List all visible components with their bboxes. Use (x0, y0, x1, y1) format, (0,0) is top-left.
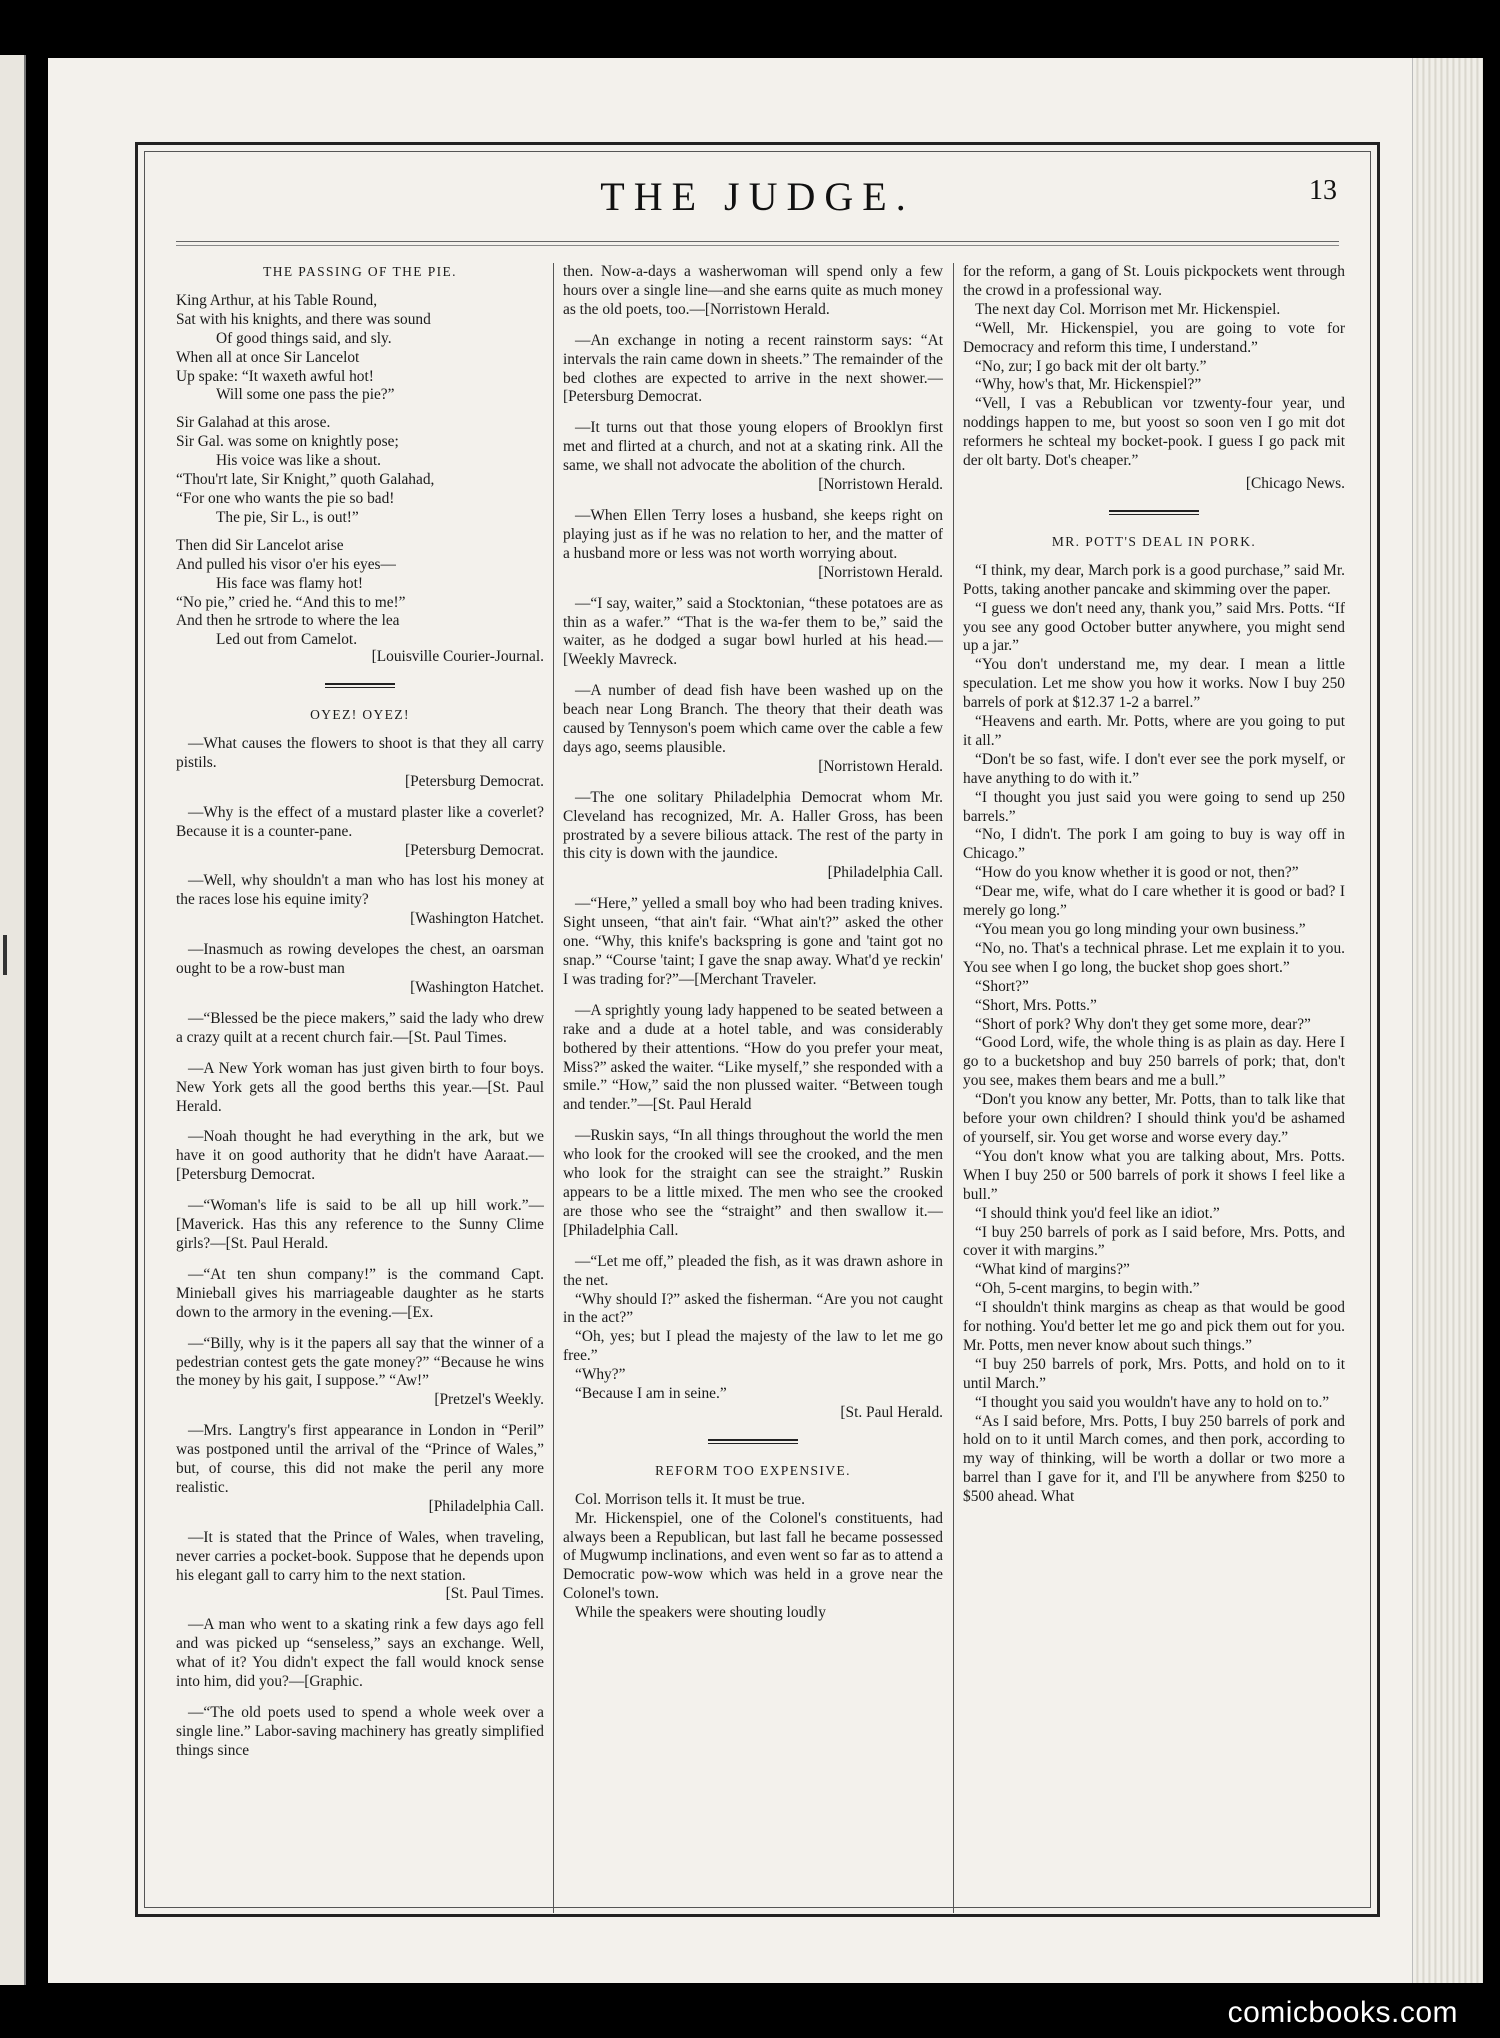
reform-credit: [Chicago News. (1245, 474, 1345, 492)
item-text: —An exchange in noting a recent rainstorm says: “At intervals the rain came down in sheets.” The remainder of the bed clothes are expected to arrive in the next shower.—[Petersburg Democrat. (563, 331, 943, 406)
section-title: OYEZ! OYEZ! (310, 707, 410, 723)
paragraph: The next day Col. Morrison met Mr. Hickenspiel. (975, 300, 1281, 318)
potts-body (963, 562, 1345, 1507)
paragraph: “I think, my dear, March pork is a good purchase,” said Mr. Potts, taking another pancake and skimming over the paper. (963, 561, 1345, 598)
news-item (176, 735, 544, 792)
item-credit: [Norristown Herald. (818, 757, 943, 775)
news-item (176, 1616, 544, 1692)
column-3 (963, 263, 1345, 1507)
paragraph: Mr. Hickenspiel, one of the Colonel's constituents, had always been a Republican, but last fall he became possessed of Mugwump inclinations, and even went so far as to attend a Democratic pow-wow which was held in a grove near the Colonel's town. (563, 1509, 943, 1603)
poem-title: THE PASSING OF THE PIE. (263, 264, 457, 279)
poem-line: “For one who wants the pie so bad! (176, 489, 395, 507)
news-item (176, 1060, 544, 1117)
news-item (176, 1010, 544, 1048)
paragraph: “No, I didn't. The pork I am going to buy is way off in Chicago.” (963, 826, 1345, 863)
paragraph: “Vell, I vas a Rebublican vor tzwenty-four year, und noddings happen to me, but yoost so soon ven I go mit dot reformers he schteal my bocket-pook. I guess I go pack mit der olt barty. Dot's cheaper.” (963, 395, 1345, 470)
poem-line: His face was flamy hot! (216, 574, 364, 592)
adjacent-page-edge (0, 55, 26, 1985)
news-item (563, 789, 943, 884)
item-text: —Well, why shouldn't a man who has lost his money at the races lose his equine imity? (176, 872, 544, 909)
poem-line: Sat with his knights, and there was sound (176, 310, 431, 328)
item-text: —It turns out that those young elopers of Brooklyn first met and flirted at a church, and not at a skating rink. All the same, we shall not advocate the abolition of the church. (563, 419, 943, 475)
paragraph: “I buy 250 barrels of pork, Mrs. Potts, and hold on to it until March.” (963, 1355, 1345, 1392)
item-credit: [St. Paul Times. (445, 1585, 544, 1603)
news-item (563, 263, 943, 320)
paragraph: “Don't be so fast, wife. I don't ever see the pork myself, or have anything to do with it.” (963, 750, 1345, 787)
item-text: —Mrs. Langtry's first appearance in London in “Peril” was postponed until the arrival of the “Prince of Wales,” but, of course, this did not make the peril any more realistic. (176, 1422, 544, 1496)
news-item (176, 1529, 544, 1605)
item-text: —The one solitary Philadelphia Democrat whom Mr. Cleveland has recognized, Mr. A. Haller Gross, has been prostrated by a severe bilious attack. The rest of the party in this city is down with the jaundice. (563, 788, 943, 863)
poem-line: Up spake: “It waxeth awful hot! (176, 367, 374, 385)
paragraph: “You don't understand me, my dear. I mean a little speculation. Let me show you how it works. Now I buy 250 barrels of pork at $12.37 1-2 a barrel.” (963, 656, 1345, 712)
item-text: —“The old poets used to spend a whole week over a single line.” Labor-saving machinery has greatly simplified things since (176, 1704, 544, 1759)
news-item (176, 1335, 544, 1411)
item-text: —A number of dead fish have been washed up on the beach near Long Branch. The theory that their death was caused by Tennyson's poem which came over the cable a few days ago, seems plausible. (563, 682, 943, 756)
item-text: —What causes the flowers to shoot is that they all carry pistils. (176, 735, 544, 771)
item-credit: [Norristown Herald. (818, 476, 943, 494)
news-item (563, 1002, 943, 1115)
poem-line: Led out from Camelot. (216, 631, 358, 649)
poem-body (176, 292, 544, 650)
item-text: —Ruskin says, “In all things throughout the world the men who look for the crooked will see the crooked, and the men who look for the straight can see the straight.” Ruskin appears to be a little mixed. The men who see the crooked are those who see the “straight” and then swallow it.—[Philadelphia Call. (563, 1127, 943, 1239)
paragraph: “Oh, 5-cent margins, to begin with.” (975, 1280, 1200, 1298)
item-credit: [Norristown Herald. (818, 563, 943, 581)
news-item (176, 1197, 544, 1254)
item-text: —It is stated that the Prince of Wales, when traveling, never carries a pocket-book. Suppose that he depends upon his elegant gall to carry him to the next station. (176, 1528, 544, 1584)
paragraph: “Why, how's that, Mr. Hickenspiel?” (975, 376, 1202, 394)
paragraph: “I buy 250 barrels of pork as I said before, Mrs. Potts, and cover it with margins.” (963, 1223, 1345, 1260)
paragraph: “I thought you just said you were going to send up 250 barrels.” (963, 788, 1345, 825)
item-text: —“Blessed be the piece makers,” said the lady who drew a crazy quilt at a recent church fair.—[St. Paul Times. (176, 1009, 544, 1046)
poem-line: Will some one pass the pie?” (216, 386, 395, 404)
potts-title: MR. POTT'S DEAL IN PORK. (1051, 533, 1257, 549)
fish-dialog (563, 1253, 943, 1404)
poem-line: When all at once Sir Lancelot (176, 348, 360, 366)
reform-continued (963, 263, 1345, 471)
item-text: —A New York woman has just given birth to four boys. New York gets all the good berths this year.—[St. Paul Herald. (176, 1059, 544, 1115)
col1-items (176, 735, 544, 1761)
item-text: —“Woman's life is said to be all up hill work.”—[Maverick. Has this any reference to the Sunny Clime girls?—[St. Paul Herald. (176, 1197, 544, 1252)
item-text: —Noah thought he had everything in the ark, but we have it on good authority that he didn't have Aaraat.—[Petersburg Democrat. (176, 1128, 544, 1184)
item-text: then. Now-a-days a washerwoman will spend only a few hours over a single line—and she earns quite as much money as the old poets, too.—[Norristown Herald. (563, 263, 943, 318)
news-item (563, 1127, 943, 1240)
poem-line: Sir Galahad at this arose. (176, 414, 331, 432)
item-text: —Why is the effect of a mustard plaster like a coverlet? Because it is a counter-pane. (176, 803, 544, 840)
item-credit: [Washington Hatchet. (410, 979, 544, 996)
section-divider (325, 683, 395, 688)
paragraph: “I shouldn't think margins as cheap as that would be good for nothing. You'd better let me go and pick them out for you. Mr. Potts, men never know about such things.” (963, 1299, 1345, 1354)
masthead-title: THE JUDGE. (600, 174, 915, 219)
column-rule-1 (553, 263, 554, 1913)
item-text: —“Here,” yelled a small boy who had been trading knives. Sight unseen, “that ain't fair. “What ain't?” asked the other one. “Why, this knife's backspring is gone and 'taint got no snap.” “Course 'taint; I gave the snap away. What'd ye reckin' I was trading for?”—[Merchant Traveler. (563, 895, 943, 988)
poem-line: “No pie,” cried he. “And this to me!” (176, 593, 406, 611)
paragraph: “Why should I?” asked the fisherman. “Are you not caught in the act?” (563, 1290, 943, 1327)
paragraph: “No, zur; I go back mit der olt barty.” (975, 357, 1207, 375)
page-stack-edge (1412, 58, 1483, 1983)
paragraph: “What kind of margins?” (975, 1261, 1130, 1279)
paragraph: “Short, Mrs. Potts.” (975, 996, 1097, 1014)
paragraph: “Good Lord, wife, the whole thing is as plain as day. Here I go to a bucketshop and buy 250 barrels of pork; that, don't you see, makes them bears and me a bull.” (963, 1034, 1345, 1090)
paragraph: “Well, Mr. Hickenspiel, you are going to vote for Democracy and reform this time, I understand.” (963, 319, 1345, 356)
news-item (563, 419, 943, 495)
col2-items (563, 263, 943, 1241)
section-divider (1109, 510, 1199, 515)
paragraph: “As I said before, Mrs. Potts, I buy 250 barrels of pork and hold on to it until March comes, and then pork, according to my way of thinking, will be worth a dollar or two more a barrel than I gave for it, and I'll be anywhere from $250 to $500 ahead. What (963, 1412, 1345, 1506)
reform-body (563, 1491, 943, 1623)
poem-line: Of good things said, and sly. (216, 329, 392, 347)
paragraph: “Don't you know any better, Mr. Potts, than to talk like that before your own children? I should think you'd be ashamed of yourself, sir. You get worse and worse every day.” (963, 1091, 1345, 1146)
poem-line: The pie, Sir L., is out!” (216, 508, 359, 526)
news-item (563, 682, 943, 777)
paragraph: “How do you know whether it is good or not, then?” (975, 864, 1299, 882)
item-credit: [Petersburg Democrat. (404, 772, 544, 790)
item-text: —A man who went to a skating rink a few days ago fell and was picked up “senseless,” says an exchange. Well, what of it? You didn't expect the fall would knock sense into him, did you?—[Graphic. (176, 1616, 544, 1691)
news-item (176, 1266, 544, 1323)
paragraph: Col. Morrison tells it. It must be true. (575, 1490, 805, 1508)
paragraph: “You don't know what you are talking about, Mrs. Potts. When I buy 250 or 500 barrels of pork it shows I feel like a bull.” (963, 1147, 1345, 1203)
paragraph: “I guess we don't need any, thank you,” said Mrs. Potts. “If you see any good October butter anywhere, you might send up a jar.” (963, 599, 1345, 655)
column-rule-2 (953, 263, 954, 1913)
reform-title: REFORM TOO EXPENSIVE. (655, 1462, 851, 1478)
poem-line: Sir Gal. was some on knightly pose; (176, 433, 399, 451)
paragraph: “I thought you said you wouldn't have any to hold on to.” (975, 1393, 1330, 1411)
item-text: —“Billy, why is it the papers all say that the winner of a pedestrian contest gets the gate money?” “Because he wins the money by his gait, I suppose.” “Aw!” (176, 1334, 544, 1390)
paragraph: —“Let me off,” pleaded the fish, as it was drawn ashore in the net. (563, 1252, 943, 1289)
item-text: —“I say, waiter,” said a Stocktonian, “these potatoes are as thin as a wafer.” “That is the wa-fer them to be,” said the waiter, as he dodged a sugar bowl hurled at his head.—[Weekly Mavreck. (563, 594, 943, 669)
watermark: comicbooks.com (1227, 1996, 1458, 2029)
item-credit: [Washington Hatchet. (410, 910, 544, 928)
paragraph: While the speakers were shouting loudly (575, 1604, 826, 1622)
paragraph: “Dear me, wife, what do I care whether it is good or bad? I merely go long.” (963, 883, 1345, 920)
poem-line: King Arthur, at his Table Round, (176, 291, 378, 309)
paragraph: “Because I am in seine.” (575, 1385, 727, 1403)
item-text: —When Ellen Terry loses a husband, she keeps right on playing just as if he was no relation to her, and the matter of a husband more or less was not worth worrying about. (563, 506, 943, 562)
paragraph: “Heavens and earth. Mr. Potts, where are you going to put it all.” (963, 713, 1345, 749)
masthead-rule (176, 241, 1339, 246)
news-item (563, 595, 943, 671)
poem-line: Then did Sir Lancelot arise (176, 536, 344, 554)
news-item (176, 1128, 544, 1185)
paragraph: for the reform, a gang of St. Louis pickpockets went through the crowd in a professional way. (963, 263, 1345, 299)
news-item (563, 895, 943, 990)
news-item (563, 507, 943, 583)
item-credit: [Petersburg Democrat. (404, 841, 544, 859)
news-item (176, 1704, 544, 1761)
item-credit: [Pretzel's Weekly. (434, 1391, 544, 1409)
news-item (563, 332, 943, 408)
paragraph: “No, no. That's a technical phrase. Let me explain it to you. You see when I go long, the bucket shop goes short.” (963, 939, 1345, 976)
poem-credit: [Louisville Courier-Journal. (371, 648, 544, 666)
page-frame (135, 142, 1380, 1917)
paragraph: “Why?” (575, 1366, 626, 1384)
poem-line: And pulled his visor o'er his eyes— (176, 555, 396, 573)
binding-mark (3, 935, 7, 975)
poem-line: His voice was like a shout. (216, 452, 381, 470)
paragraph: “Short of pork? Why don't they get some more, dear?” (975, 1015, 1311, 1033)
section-divider (708, 1439, 798, 1444)
paragraph: “You mean you go long minding your own business.” (975, 921, 1306, 938)
fish-credit: [St. Paul Herald. (840, 1403, 943, 1421)
paragraph: “Oh, yes; but I plead the majesty of the law to let me go free.” (563, 1328, 943, 1365)
poem-line: “Thou'rt late, Sir Knight,” quoth Galahad, (176, 471, 435, 489)
news-item (176, 872, 544, 929)
poem-line: And then he srtrode to where the lea (176, 612, 400, 630)
column-2 (563, 263, 943, 1623)
item-text: —Inasmuch as rowing developes the chest, an oarsman ought to be a row-bust man (176, 941, 544, 978)
item-credit: [Philadelphia Call. (428, 1497, 544, 1515)
item-text: —A sprightly young lady happened to be seated between a rake and a dude at a hotel table, and was considerably bothered by their attentions. “How do you prefer your meat, Miss?” asked the waiter. “Like myself,” she responded with a smile.” “How,” said the non plussed waiter. “Between tough and tender.”—[St. Paul Herald (563, 1001, 943, 1114)
news-item (176, 1422, 544, 1517)
paragraph: “Short?” (975, 977, 1029, 995)
page-number: 13 (1309, 175, 1337, 206)
item-credit: [Philadelphia Call. (827, 864, 943, 882)
news-item (176, 804, 544, 861)
item-text: —“At ten shun company!” is the command Capt. Minieball gives his marriageable daughter as he starts down to the armory in the evening.—[Ex. (176, 1265, 544, 1321)
news-item (176, 941, 544, 998)
column-1 (176, 263, 544, 1773)
paragraph: “I should think you'd feel like an idiot.” (975, 1204, 1220, 1222)
